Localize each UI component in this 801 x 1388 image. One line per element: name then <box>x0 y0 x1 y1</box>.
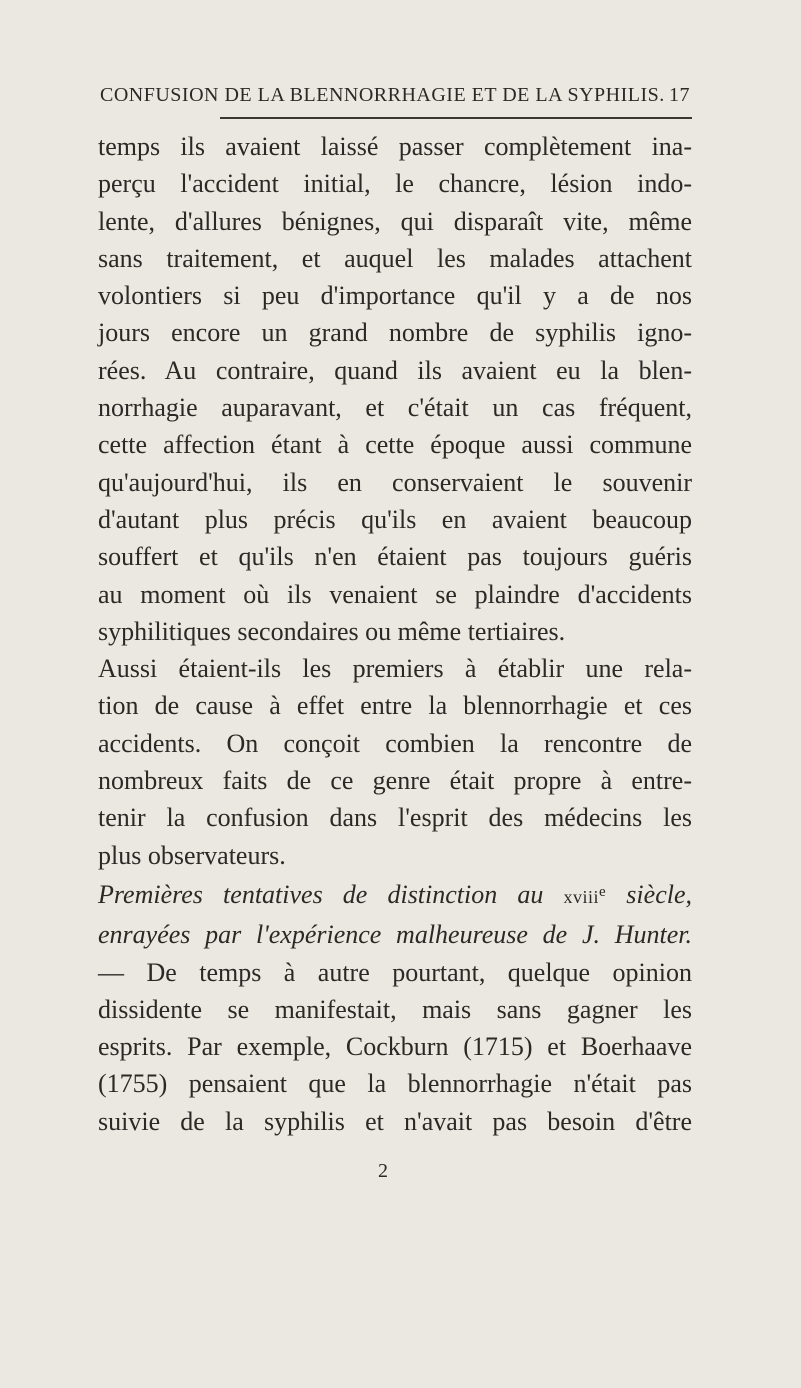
text-line: accidents. On conçoit combien la rencontre de <box>98 728 692 758</box>
text-line: Aussi étaient-ils les premiers à établir une rela- <box>98 654 692 684</box>
text-line: sans traitement, et auquel les malades attachent <box>98 243 692 273</box>
text-line: perçu l'accident initial, le chancre, lésion indo- <box>98 169 692 199</box>
text-line: jours encore un grand nombre de syphilis igno- <box>98 318 692 348</box>
header-rule <box>220 117 692 119</box>
text-line: (1755) pensaient que la blennorrhagie n'était pas <box>98 1069 692 1099</box>
text-line: d'autant plus précis qu'ils en avaient beaucoup <box>98 504 692 534</box>
century-numeral <box>563 884 607 907</box>
text-line: plus observateurs. <box>98 840 286 870</box>
text-line: au moment où ils venaient se plaindre d'accidents <box>98 579 692 609</box>
century-superscript: e <box>599 884 607 900</box>
section-paragraph <box>98 874 692 1140</box>
text-line: souffert et qu'ils n'en étaient pas toujours guéris <box>98 542 692 572</box>
section-heading-line <box>98 874 692 916</box>
text-line: dissidente se manifestait, mais sans gagner les <box>98 994 692 1024</box>
text-line: temps ils avaient laissé passer complètement ina- <box>98 132 692 161</box>
section-heading-line: enrayées par l'expérience malheureuse de J. Hunter. <box>98 920 692 950</box>
heading-text: siècle, <box>606 880 692 909</box>
text-line: tion de cause à effet entre la blennorrhagie et ces <box>98 691 692 721</box>
text-line: rées. Au contraire, quand ils avaient eu la blen- <box>98 355 692 385</box>
signature-mark: 2 <box>378 1160 388 1182</box>
page-number: 17 <box>669 84 690 106</box>
text-line: cette affection étant à cette époque aussi commune <box>98 430 692 460</box>
text-line: — De temps à autre pourtant, quelque opinion <box>98 957 692 987</box>
running-header <box>100 84 690 107</box>
text-line: tenir la confusion dans l'esprit des médecins les <box>98 803 692 833</box>
text-line: qu'aujourd'hui, ils en conservaient le souvenir <box>98 467 692 497</box>
text-line: norrhagie auparavant, et c'était un cas fréquent, <box>98 393 692 423</box>
text-line: nombreux faits de ce genre était propre à entre- <box>98 766 692 796</box>
heading-text: Premières tentatives de distinction au <box>98 880 564 909</box>
text-line: volontiers si peu d'importance qu'il y a de nos <box>98 281 692 311</box>
text-line: lente, d'allures bénignes, qui disparaît vite, même <box>98 206 692 236</box>
text-line: syphilitiques secondaires ou même tertiaires. <box>98 616 566 646</box>
text-line: esprits. Par exemple, Cockburn (1715) et Boerhaave <box>98 1032 692 1062</box>
century-text: xviii <box>563 887 600 907</box>
running-title: CONFUSION DE LA BLENNORRHAGIE ET DE LA SYPHILIS. <box>100 84 665 106</box>
text-line: suivie de la syphilis et n'avait pas besoin d'être <box>98 1106 692 1136</box>
paragraph-1 <box>98 128 692 874</box>
